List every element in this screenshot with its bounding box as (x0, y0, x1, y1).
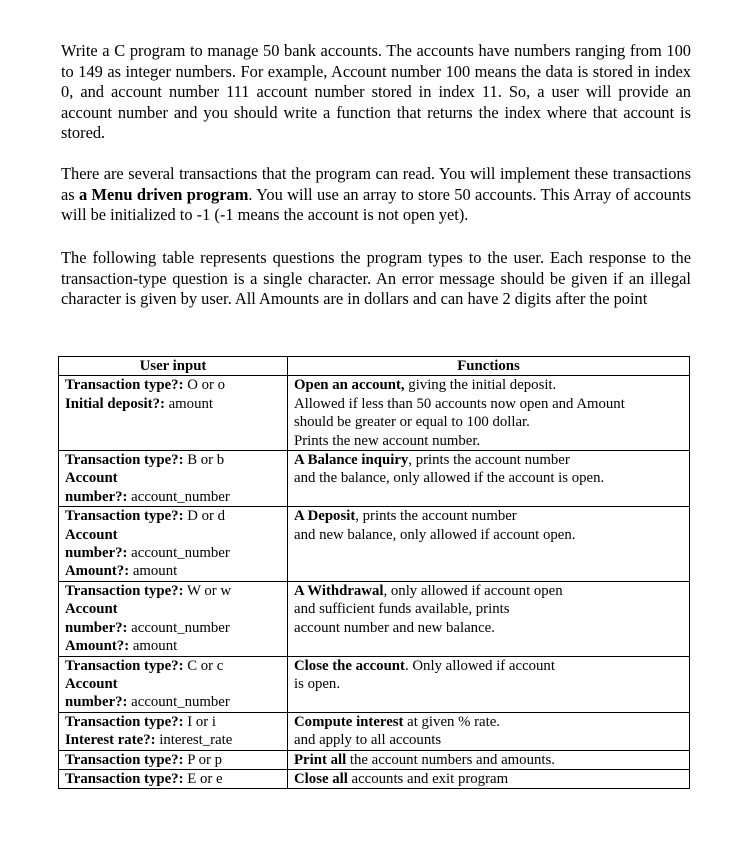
function-text: . Only allowed if account (404, 657, 555, 674)
input-line (65, 469, 281, 487)
menu-driven-emphasis: a Menu driven program (79, 184, 249, 204)
prompt-value: O or o (183, 377, 226, 394)
input-line (65, 395, 281, 413)
intro-paragraph: Write a C program to manage 50 bank accounts. The accounts have numbers ranging from 100 to 149 as integer numbers. For example, Account number 100 means the data is stored in index 0, and account number 111 account number stored in index 11. So, a user will provide an account number and you should write a function that returns the index where that account is stored. (61, 41, 691, 143)
function-first-line (294, 713, 683, 731)
function-title: A Balance inquiry (294, 452, 409, 469)
prompt-value: amount (129, 638, 178, 655)
transactions-paragraph-end: . You will use an array to store 50 accounts. This Array of accounts will be initialized to -1 (-1 means the account is not open yet). (61, 184, 691, 225)
prompt-value: E or e (183, 770, 223, 787)
function-first-line (294, 376, 683, 394)
prompt-label: Account (65, 601, 118, 618)
input-line (65, 582, 281, 600)
table-row (59, 656, 690, 712)
function-cell (288, 376, 690, 451)
user-input-cell (59, 769, 288, 788)
transactions-paragraph-start: There are several transactions that the program can read. You will implement these transactions as (61, 164, 691, 204)
input-line (65, 451, 281, 469)
function-description-line: is open. (294, 675, 341, 692)
user-input-cell (59, 376, 288, 451)
function-title: Close the account (294, 657, 405, 674)
user-input-cell (59, 451, 288, 507)
prompt-value: account_number (127, 619, 230, 636)
prompt-value: account_number (127, 694, 230, 711)
table-row (59, 769, 690, 788)
prompt-label: Account (65, 526, 118, 543)
prompt-value: interest_rate (155, 732, 233, 749)
transactions-paragraph (61, 164, 691, 226)
prompt-label: number?: (65, 694, 128, 711)
function-description-line: account number and new balance. (294, 619, 495, 636)
table-row (59, 376, 690, 451)
user-input-cell (59, 656, 288, 712)
function-first-line (294, 582, 683, 600)
input-line (65, 770, 281, 788)
function-cell (288, 507, 690, 582)
function-title: Open an account, (294, 377, 405, 394)
function-cell (288, 451, 690, 507)
function-text: accounts and exit program (347, 770, 509, 787)
header-user-input: User input (59, 357, 288, 376)
input-line (65, 507, 281, 525)
user-input-cell (59, 750, 288, 769)
function-cell (288, 712, 690, 750)
table-row (59, 750, 690, 769)
table-row (59, 712, 690, 750)
prompt-label: number?: (65, 545, 128, 562)
prompt-value: I or i (183, 713, 216, 730)
prompt-value: W or w (183, 582, 232, 599)
prompt-label: Initial deposit?: (65, 395, 165, 412)
function-cell (288, 769, 690, 788)
input-line (65, 675, 281, 693)
function-text: the account numbers and amounts. (346, 751, 555, 768)
input-line (65, 526, 281, 544)
input-line (65, 657, 281, 675)
prompt-label: Interest rate?: (65, 732, 156, 749)
prompt-label: Transaction type?: (65, 713, 184, 730)
prompt-value: account_number (127, 488, 230, 505)
input-line (65, 713, 281, 731)
prompt-label: Transaction type?: (65, 657, 184, 674)
function-cell (288, 656, 690, 712)
function-description-line: and new balance, only allowed if account open. (294, 526, 576, 543)
function-text: , prints the account number (355, 508, 517, 525)
function-title: Close all (294, 770, 348, 787)
prompt-label: Amount?: (65, 638, 130, 655)
header-functions: Functions (288, 357, 690, 376)
input-line (65, 488, 281, 506)
function-text: at given % rate. (403, 713, 501, 730)
prompt-label: number?: (65, 619, 128, 636)
input-line (65, 619, 281, 637)
prompt-value: D or d (183, 508, 226, 525)
function-title: A Deposit (294, 508, 356, 525)
input-line (65, 544, 281, 562)
function-description-line: Allowed if less than 50 accounts now open and Amount (294, 395, 625, 412)
function-first-line (294, 751, 683, 769)
function-first-line (294, 657, 683, 675)
user-input-cell (59, 581, 288, 656)
table-row (59, 581, 690, 656)
prompt-label: Account (65, 675, 118, 692)
function-description-line: and sufficient funds available, prints (294, 601, 510, 618)
function-first-line (294, 507, 683, 525)
prompt-value: amount (164, 395, 213, 412)
function-description-line: and apply to all accounts (294, 732, 442, 749)
table-header-row (59, 357, 690, 376)
prompt-label: Transaction type?: (65, 582, 184, 599)
prompt-value: amount (129, 563, 178, 580)
prompt-value: P or p (183, 751, 223, 768)
table-row (59, 507, 690, 582)
input-line (65, 731, 281, 749)
transaction-table (58, 356, 690, 789)
function-title: Compute interest (294, 713, 404, 730)
function-text: , prints the account number (408, 452, 570, 469)
function-first-line (294, 770, 683, 788)
prompt-label: number?: (65, 488, 128, 505)
input-line (65, 562, 281, 580)
function-description-line: Prints the new account number. (294, 432, 481, 449)
function-description-line: and the balance, only allowed if the account is open. (294, 470, 605, 487)
prompt-label: Transaction type?: (65, 770, 184, 787)
function-description-line: should be greater or equal to 100 dollar. (294, 414, 530, 431)
function-text: , only allowed if account open (383, 582, 563, 599)
function-cell (288, 581, 690, 656)
prompt-label: Amount?: (65, 563, 130, 580)
prompt-label: Transaction type?: (65, 508, 184, 525)
input-line (65, 376, 281, 394)
table-body (59, 376, 690, 789)
table-row (59, 451, 690, 507)
prompt-label: Transaction type?: (65, 377, 184, 394)
prompt-value: B or b (183, 452, 225, 469)
prompt-label: Transaction type?: (65, 452, 184, 469)
prompt-label: Transaction type?: (65, 751, 184, 768)
function-cell (288, 750, 690, 769)
function-first-line (294, 451, 683, 469)
prompt-value: account_number (127, 545, 230, 562)
prompt-value: C or c (183, 657, 224, 674)
table-intro-paragraph: The following table represents questions the program types to the user. Each response to the transaction-type question is a single character. An error message should be given if an illegal character is given by user. All Amounts are in dollars and can have 2 digits after the point (61, 248, 691, 309)
user-input-cell (59, 507, 288, 582)
user-input-cell (59, 712, 288, 750)
function-title: A Withdrawal (294, 582, 384, 599)
input-line (65, 600, 281, 618)
function-text: giving the initial deposit. (404, 377, 557, 394)
input-line (65, 637, 281, 655)
input-line (65, 751, 281, 769)
function-title: Print all (294, 751, 347, 768)
input-line (65, 693, 281, 711)
prompt-label: Account (65, 470, 118, 487)
